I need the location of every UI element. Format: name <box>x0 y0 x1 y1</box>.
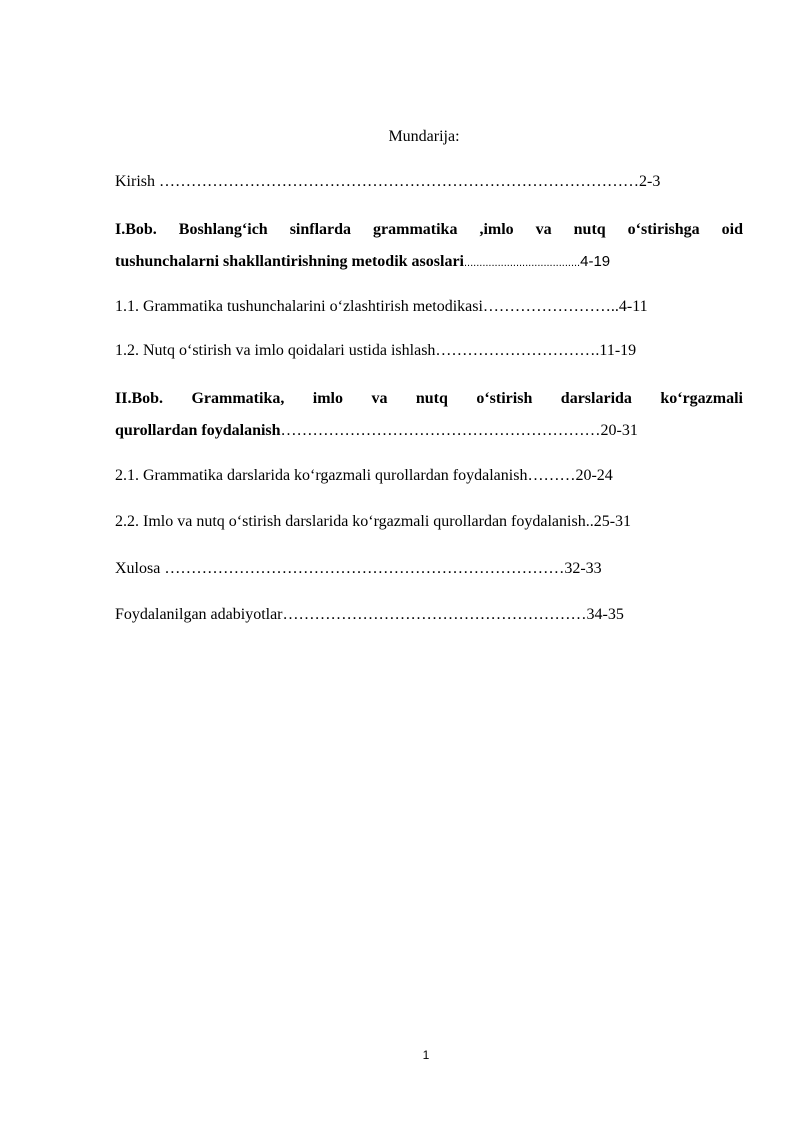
toc-entry-section-1-1: 1.1. Grammatika tushunchalarini o‘zlashtirish metodikasi……………………..4-11 <box>115 298 648 315</box>
toc-title: Mundarija: <box>388 128 460 145</box>
toc-entry-chapter-1 <box>115 214 743 279</box>
chapter-2-title-line2-bold: qurollardan foydalanish <box>115 422 281 439</box>
toc-entry-section-2-2: 2.2. Imlo va nutq o‘stirish darslarida ko‘rgazmali qurollardan foydalanish..25-31 <box>115 513 632 530</box>
page-number: 1 <box>422 1048 430 1062</box>
chapter-2-title-line1: II.Bob. Grammatika, imlo va nutq o‘stirish darslarida ko‘rgazmali <box>115 390 743 407</box>
toc-entry-section-2-1: 2.1. Grammatika darslarida ko‘rgazmali qurollardan foydalanish………20-24 <box>115 467 613 484</box>
chapter-1-title-line2 <box>115 246 743 279</box>
toc-entry-adabiyotlar: Foydalanilgan adabiyotlar…………………………………………………34-35 <box>115 606 624 623</box>
toc-entry-kirish: Kirish ………………………………………………………………………………2-3 <box>115 173 661 190</box>
toc-entry-section-1-2: 1.2. Nutq o‘stirish va imlo qoidalari ustida ishlash………………………….11-19 <box>115 342 637 359</box>
chapter-1-pages: 4-19 <box>580 253 611 270</box>
chapter-1-title-line2-bold: tushunchalarni shakllantirishning metodik asoslari <box>115 253 464 270</box>
chapter-2-leader-and-pages: ……………………………………………………20-31 <box>280 422 638 439</box>
toc-entry-xulosa: Xulosa …………………………………………………………………32-33 <box>115 560 602 577</box>
chapter-1-title-line1: I.Bob. Boshlang‘ich sinflarda grammatika ,imlo va nutq o‘stirishga oid <box>115 221 743 238</box>
chapter-1-leader-dots: ...................................... <box>463 257 581 269</box>
chapter-2-title-line2 <box>115 415 743 447</box>
toc-entry-chapter-2 <box>115 383 743 447</box>
